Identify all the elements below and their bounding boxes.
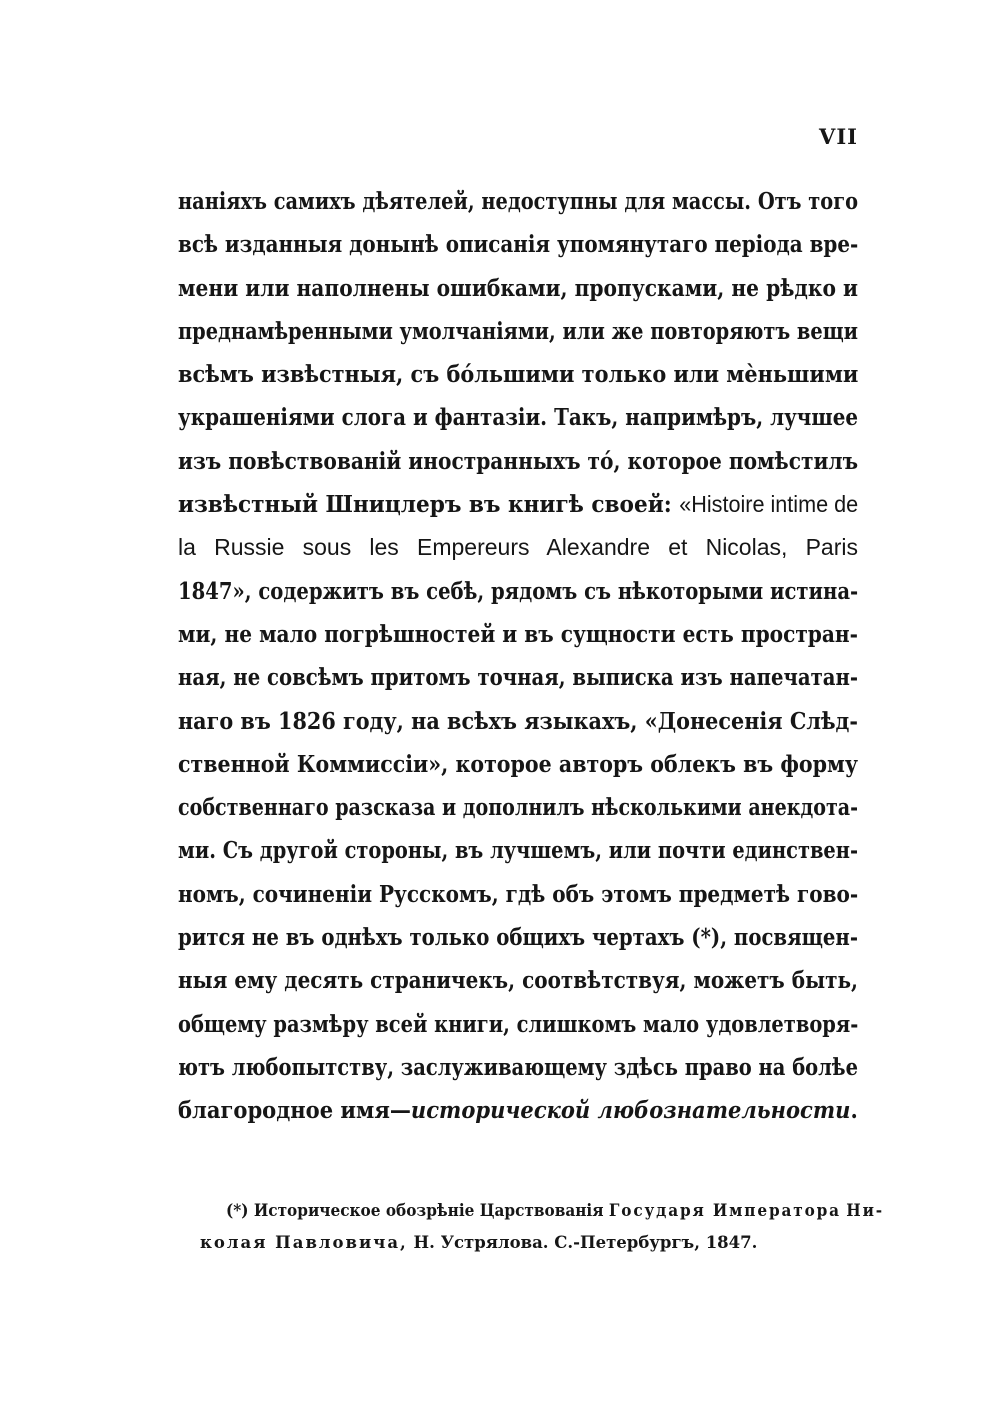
footnote-spaced-title: Государя Императора — [608, 1201, 841, 1220]
text-line: собственнаго разсказа и дополнилъ нѣсколькими анекдота- — [178, 794, 859, 822]
text-line — [178, 526, 858, 569]
text-line: номъ, сочиненіи Русскомъ, гдѣ объ этомъ предметѣ гово- — [178, 880, 859, 908]
footnote-line — [226, 1195, 884, 1227]
footnote — [200, 1195, 884, 1259]
footnote-suffix: Ни- — [846, 1201, 884, 1220]
latin-title-part2: la Russie sous les Empereurs Alexandre et Nicolas, Paris — [178, 534, 858, 561]
text-segment: извѣстный Шницлеръ въ книгѣ своей: — [178, 491, 672, 519]
text-line: ютъ любопытству, заслуживающему здѣсь право на болѣе — [178, 1053, 858, 1081]
text-line: общему размѣру всей книги, слишкомъ мало удовлетворя- — [178, 1010, 859, 1038]
footnote-citation: Н. Устрялова. С.-Петербургъ, 1847. — [413, 1233, 758, 1252]
text-line: рится не въ однѣхъ только общихъ чертахъ (*), посвящен- — [178, 924, 858, 952]
text-line: ная, не совсѣмъ притомъ точная, выписка изъ напечатан- — [178, 664, 859, 692]
text-line: изъ повѣствованій иностранныхъ то́, которое помѣстилъ — [178, 447, 859, 475]
footnote-line — [200, 1227, 858, 1259]
text-line: украшеніями слога и фантазіи. Такъ, напримѣръ, лучшее — [178, 404, 858, 432]
text-line: мени или наполнены ошибками, пропусками, не рѣдко и — [178, 274, 858, 302]
italic-phrase: исторической любознательности — [410, 1097, 851, 1125]
latin-title-part1: «Histoire intime de — [679, 491, 859, 518]
text-line: 1847», содержитъ въ себѣ, рядомъ съ нѣкоторыми истина- — [178, 577, 859, 605]
final-period: . — [850, 1097, 858, 1125]
text-line — [178, 483, 858, 526]
text-line — [178, 1089, 858, 1132]
body-text — [178, 180, 858, 1133]
text-segment: благородное имя— — [178, 1097, 411, 1125]
text-line: ми. Съ другой стороны, въ лучшемъ, или почти единствен- — [178, 837, 858, 865]
page-number: VII — [819, 124, 858, 149]
text-line: наго въ 1826 году, на всѣхъ языкахъ, «Донесенія Слѣд- — [178, 707, 858, 735]
text-line: ныя ему десять страничекъ, соотвѣтствуя, можетъ быть, — [178, 967, 858, 995]
text-line: наніяхъ самихъ дѣятелей, недоступны для массы. Отъ того — [178, 188, 858, 215]
text-line: ственной Коммиссіи», которое авторъ облекъ въ форму — [178, 750, 858, 778]
footnote-prefix: (*) Историческое обозрѣніе Царствованія — [226, 1201, 604, 1220]
text-line: всѣ изданныя донынѣ описанія упомянутаго періода вре- — [178, 231, 859, 259]
text-line: всѣмъ извѣстныя, съ бо́льшими только или мѐньшими — [178, 361, 859, 389]
text-line: преднамѣренными умолчаніями, или же повторяютъ вещи — [178, 317, 858, 345]
footnote-spaced-name: колая Павловича, — [200, 1233, 408, 1252]
text-line: ми, не мало погрѣшностей и въ сущности есть простран- — [178, 620, 858, 648]
